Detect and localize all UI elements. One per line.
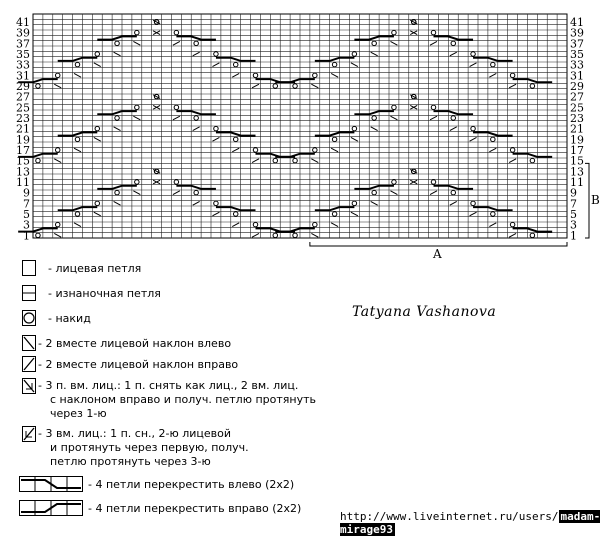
row-number-right: 25 xyxy=(570,101,584,115)
legend-text: - лицевая петля xyxy=(48,262,142,275)
row-number-left: 37 xyxy=(16,37,30,51)
cable-right-icon xyxy=(19,500,83,516)
row-number-left: 35 xyxy=(16,48,30,61)
row-number-left: 41 xyxy=(16,16,30,29)
legend-text: - 4 петли перекрестить вправо (2х2) xyxy=(88,502,302,515)
row-number-right: 35 xyxy=(570,48,584,61)
row-number-left: 33 xyxy=(16,58,30,72)
legend-text-line-2: с наклоном вправо и получ. петлю протянуть xyxy=(50,393,316,406)
row-number-right: 13 xyxy=(570,165,584,179)
row-number-right: 11 xyxy=(570,176,584,189)
repeat-bracket-a xyxy=(310,242,567,246)
row-number-left: 15 xyxy=(16,154,30,168)
legend-text: - накид xyxy=(48,312,91,325)
row-number-right: 37 xyxy=(570,37,584,51)
row-number-right: 7 xyxy=(570,197,577,211)
row-number-left: 25 xyxy=(16,101,30,115)
row-number-right: 41 xyxy=(570,16,584,29)
row-number-left: 23 xyxy=(16,112,30,125)
watermark-brand: madam-mirage93 xyxy=(340,510,601,536)
row-number-right: 1 xyxy=(570,229,577,243)
row-number-right: 33 xyxy=(570,58,584,72)
row-number-right: 31 xyxy=(570,69,584,83)
row-number-left: 5 xyxy=(23,208,30,221)
legend-text-line-3: петлю протянуть через 3-ю xyxy=(50,455,211,468)
row-number-left: 21 xyxy=(16,122,30,136)
row-number-right: 19 xyxy=(570,133,584,147)
row-number-right: 17 xyxy=(570,144,584,157)
knit-stitch-icon xyxy=(22,260,36,276)
purl-stitch-icon xyxy=(22,285,36,301)
watermark xyxy=(340,510,604,536)
legend-text: - 2 вместе лицевой наклон вправо xyxy=(38,358,239,371)
row-number-right: 39 xyxy=(570,26,584,40)
k2tog-left-icon xyxy=(22,335,36,351)
legend-text-line-1: - 3 п. вм. лиц.: 1 п. снять как лиц., 2 вм. лиц. xyxy=(38,379,299,392)
row-number-right: 21 xyxy=(570,122,584,136)
legend-text: - 4 петли перекрестить влево (2х2) xyxy=(88,478,295,491)
legend-text: - 2 вместе лицевой наклон влево xyxy=(38,337,232,350)
row-number-left: 13 xyxy=(16,165,30,179)
row-number-right: 5 xyxy=(570,208,577,221)
repeat-label-b: B xyxy=(591,193,600,207)
legend-text-line-3: через 1-ю xyxy=(50,407,107,420)
yarn-over-icon xyxy=(22,310,36,326)
sk2p-icon xyxy=(22,378,36,394)
row-number-right: 23 xyxy=(570,112,584,125)
row-number-left: 29 xyxy=(16,80,30,93)
row-number-left: 11 xyxy=(16,176,30,189)
row-number-left: 39 xyxy=(16,26,30,40)
row-number-left: 31 xyxy=(16,69,30,83)
row-number-right: 3 xyxy=(570,218,577,232)
row-number-left: 1 xyxy=(23,229,30,243)
row-number-right: 9 xyxy=(570,186,577,200)
row-number-left: 3 xyxy=(23,218,30,232)
legend-text-line-2: и протянуть через первую, получ. xyxy=(50,441,249,454)
row-number-left: 17 xyxy=(16,144,30,157)
row-number-right: 15 xyxy=(570,154,584,168)
row-number-left: 9 xyxy=(23,186,30,200)
k3tog-icon xyxy=(22,426,36,442)
row-number-right: 27 xyxy=(570,90,584,104)
row-number-left: 27 xyxy=(16,90,30,104)
author-signature: Tatyana Vashanova xyxy=(352,304,497,320)
cable-left-icon xyxy=(19,476,83,492)
legend-text-line-1: - 3 вм. лиц.: 1 п. сн., 2-ю лицевой xyxy=(38,427,232,440)
row-number-right: 29 xyxy=(570,80,584,93)
k2tog-right-icon xyxy=(22,356,36,372)
repeat-bracket-b xyxy=(585,163,589,238)
watermark-url: http://www.liveinternet.ru/users/ xyxy=(340,510,559,523)
repeat-label-a: A xyxy=(433,247,442,261)
row-number-left: 19 xyxy=(16,133,30,147)
row-number-left: 7 xyxy=(23,197,30,211)
legend-text: - изнаночная петля xyxy=(48,287,161,300)
